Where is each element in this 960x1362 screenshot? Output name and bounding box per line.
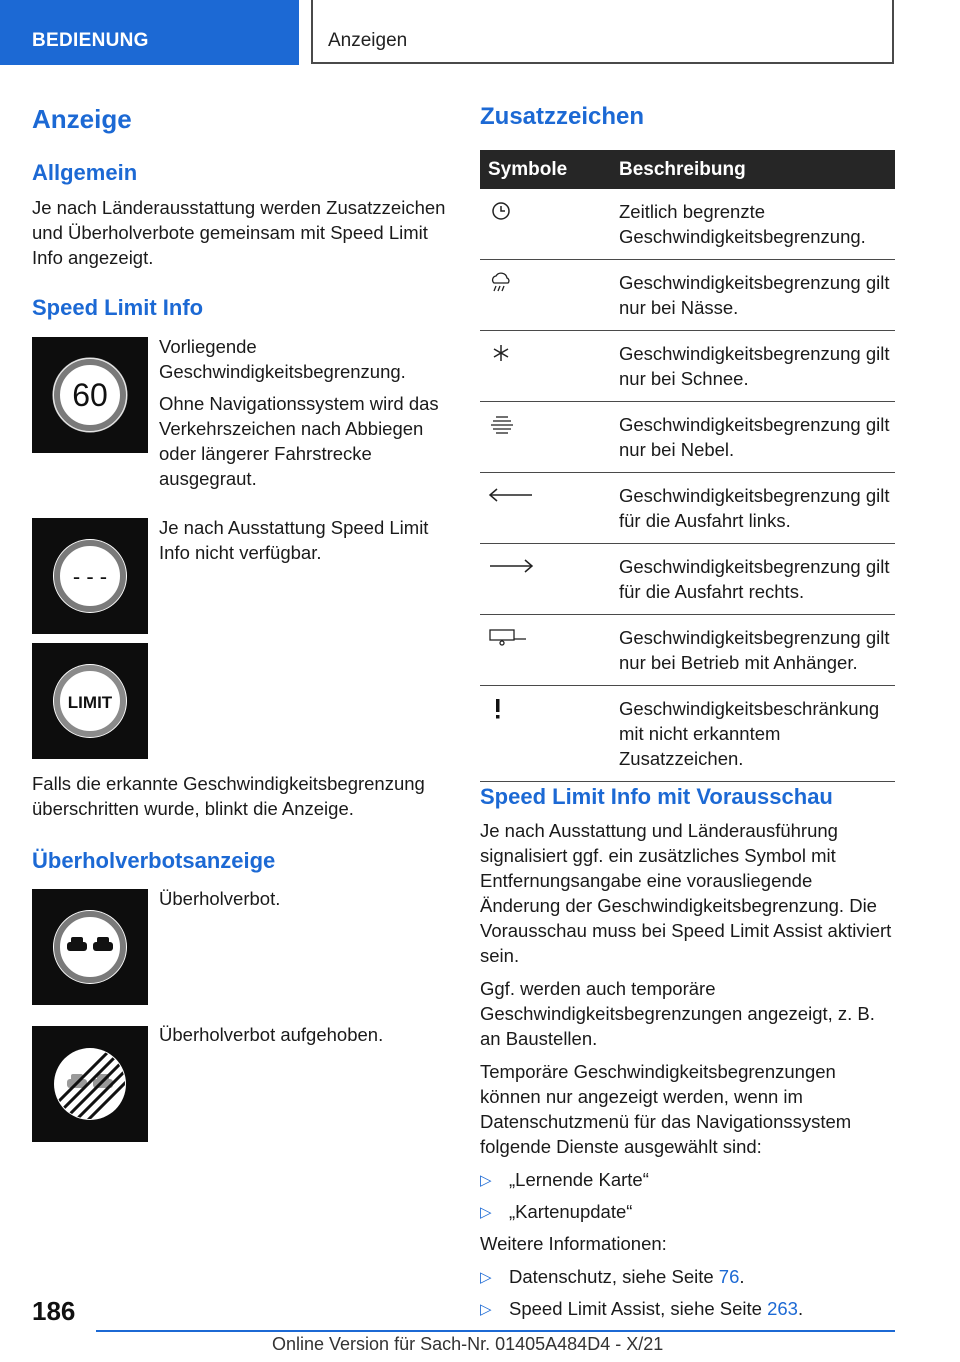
exclamation-icon (488, 698, 508, 720)
table-row (480, 544, 895, 615)
speed-limit-exceeded-sign (32, 643, 148, 759)
table-row (480, 686, 895, 782)
row-desc: Geschwindigkeitsbegrenzung gilt für die Ausfahrt rechts. (619, 544, 895, 615)
desc-no-overtaking: Überholverbot. (159, 888, 281, 909)
clock-icon (488, 201, 514, 221)
sign-60-text: 60 (72, 377, 108, 413)
chapter-label: BEDIENUNG (32, 30, 149, 51)
list-item: ▷ „Kartenupdate“ (480, 1199, 895, 1224)
heading-overtake: Überholverbotsanzeige (32, 848, 276, 873)
table-row (480, 331, 895, 402)
symbol-table (480, 150, 895, 782)
snowflake-icon (488, 343, 514, 363)
col-header-description: Beschreibung (619, 150, 895, 189)
desc-current-limit: Vorliegende Geschwindigkeitsbegrenzung. (159, 336, 406, 382)
services-list (480, 1167, 895, 1224)
allgemein-text: Je nach Länderausstattung werden Zusatzzeichen und Überholverbote gemeinsam mit Speed Limit Info angezeigt. (32, 197, 446, 268)
preview-body (480, 818, 895, 1328)
heading-allgemein: Allgemein (32, 160, 138, 185)
arrow-right-icon (488, 556, 534, 576)
speed-limit-unavailable-sign (32, 518, 148, 634)
page-link-76[interactable]: 76 (718, 1266, 740, 1287)
trailer-icon (488, 627, 528, 647)
table-row (480, 402, 895, 473)
fog-icon (488, 414, 516, 434)
arrow-left-icon (488, 485, 534, 505)
table-row (480, 260, 895, 331)
list-item: ▷ Speed Limit Assist, siehe Seite 263. (480, 1296, 895, 1321)
speed-limit-desc (159, 334, 451, 392)
more-info: Weitere Informationen: (480, 1233, 667, 1254)
desc-no-nav-wrap (159, 391, 451, 491)
col-header-symbol: Symbole (480, 150, 619, 189)
bullet-triangle-icon: ▷ (480, 1172, 492, 1189)
row-desc: Geschwindigkeitsbeschränkung mit nicht erkanntem Zusatzzeichen. (619, 686, 895, 782)
no-overtaking-sign (32, 889, 148, 1005)
sign-dash-text: - - - (72, 564, 108, 589)
section-label: Anzeigen (328, 30, 408, 51)
heading-zusatzzeichen: Zusatzzeichen (480, 103, 645, 130)
row-desc: Geschwindigkeitsbegrenzung gilt nur bei Nässe. (619, 260, 895, 331)
rain-cloud-icon (488, 272, 514, 294)
table-row (480, 473, 895, 544)
row-desc: Geschwindigkeitsbegrenzung gilt für die Ausfahrt links. (619, 473, 895, 544)
list-item: ▷ Datenschutz, siehe Seite 76. (480, 1264, 895, 1289)
chapter-tab (0, 0, 299, 65)
speed-limit-60-sign (32, 337, 148, 453)
bullet-triangle-icon: ▷ (480, 1269, 492, 1286)
desc-unavailable: Je nach Ausstattung Speed Limit Info nicht verfügbar. (159, 517, 429, 563)
bullet-triangle-icon: ▷ (480, 1204, 492, 1221)
preview-p2: Ggf. werden auch temporäre Geschwindigkeitsbegrenzungen angezeigt, z. B. an Baustellen. (480, 978, 875, 1049)
preview-p3: Temporäre Geschwindigkeitsbegrenzungen können nur angezeigt werden, wenn im Datenschutzmenü für das Navigationssystem folgende Dienste ausgewählt sind: (480, 1061, 852, 1157)
preview-p1: Je nach Ausstattung und Länderausführung signalisiert ggf. ein zusätzliches Symbol mit Entfernungsangabe eine vorausliegende Änderung der Geschwindigkeitsbegrenzung. Die Vorausschau muss bei Speed Limit Assist aktiviert sein. (480, 820, 892, 966)
footer-divider (96, 1330, 895, 1332)
refs-list (480, 1264, 895, 1321)
table-row (480, 189, 895, 260)
no-overtaking-end-sign (32, 1026, 148, 1142)
bullet-triangle-icon: ▷ (480, 1301, 492, 1318)
desc-no-nav: Ohne Navigationssystem wird das Verkehrszeichen nach Abbiegen oder längerer Fahrstrecke ausgegraut. (159, 393, 439, 489)
desc-no-overtaking-end: Überholverbot aufgehoben. (159, 1024, 384, 1045)
row-desc: Geschwindigkeitsbegrenzung gilt nur bei Betrieb mit Anhänger. (619, 615, 895, 686)
page-title: Anzeige (32, 104, 132, 134)
page-number: 186 (32, 1296, 76, 1326)
footer-online-version: Online Version für Sach-Nr. 01405A484D4 - X/21 (272, 1334, 664, 1354)
sign-limit-text: LIMIT (67, 693, 113, 712)
table-row (480, 615, 895, 686)
section-tab (311, 0, 894, 64)
desc-exceeded: Falls die erkannte Geschwindigkeitsbegrenzung überschritten wurde, blinkt die Anzeige. (32, 773, 425, 819)
row-desc: Geschwindigkeitsbegrenzung gilt nur bei Schnee. (619, 331, 895, 402)
row-desc: Zeitlich begrenzte Geschwindigkeitsbegrenzung. (619, 189, 895, 260)
heading-speed-limit-info: Speed Limit Info (32, 295, 204, 320)
heading-preview: Speed Limit Info mit Vorausschau (480, 784, 833, 809)
page-link-263[interactable]: 263 (767, 1298, 798, 1319)
row-desc: Geschwindigkeitsbegrenzung gilt nur bei Nebel. (619, 402, 895, 473)
list-item: ▷ „Lernende Karte“ (480, 1167, 895, 1192)
